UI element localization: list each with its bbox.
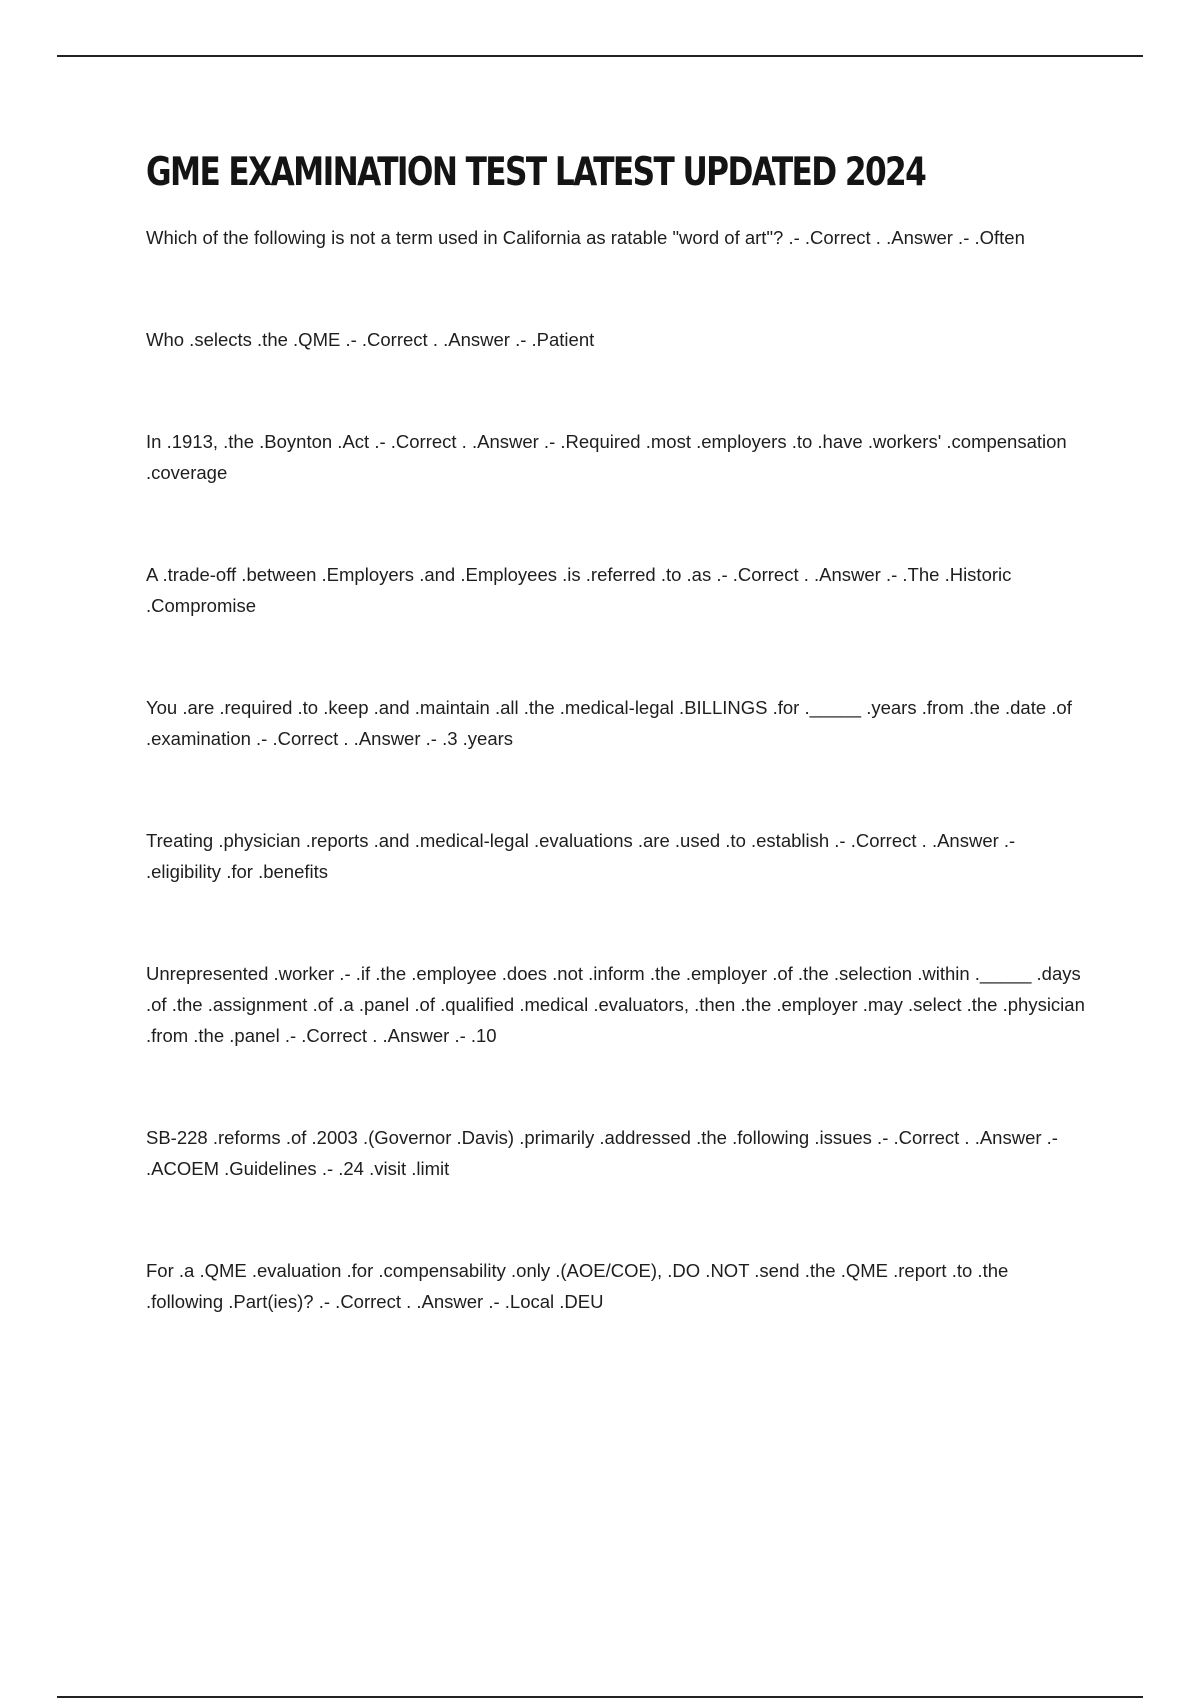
document-title: GME EXAMINATION TEST LATEST UPDATED 2024 bbox=[146, 150, 926, 195]
qa-item: Which of the following is not a term used in California as ratable "word of art"? .- .Correct . .Answer .- .Often bbox=[146, 227, 1025, 248]
qa-item: Who .selects .the .QME .- .Correct . .Answer .- .Patient bbox=[146, 329, 595, 350]
qa-item: Treating .physician .reports .and .medical-legal .evaluations .are .used .to .establish .- .Correct . .Answer .- .eligibility .for .benefits bbox=[146, 830, 1016, 882]
bottom-rule bbox=[57, 1696, 1143, 1698]
document-body bbox=[146, 150, 1086, 1388]
qa-item: A .trade-off .between .Employers .and .Employees .is .referred .to .as .- .Correct . .Answer .- .The .Historic .Compromise bbox=[146, 564, 1012, 616]
qa-item: SB-228 .reforms .of .2003 .(Governor .Davis) .primarily .addressed .the .following .issues .- .Correct . .Answer .- .ACOEM .Guidelines .- .24 .visit .limit bbox=[146, 1127, 1058, 1179]
qa-item: You .are .required .to .keep .and .maintain .all .the .medical-legal .BILLINGS .for ._____ .years .from .the .date .of .examination .- .Correct . .Answer .- .3 .years bbox=[146, 697, 1072, 749]
qa-item: For .a .QME .evaluation .for .compensability .only .(AOE/COE), .DO .NOT .send .the .QME .report .to .the .following .Part(ies)? .- .Correct . .Answer .- .Local .DEU bbox=[146, 1260, 1009, 1312]
top-rule bbox=[57, 55, 1143, 57]
qa-item: Unrepresented .worker .- .if .the .employee .does .not .inform .the .employer .of .the .selection .within ._____ .days .of .the .assignment .of .a .panel .of .qualified .medical .evaluators, .then .the .employer .may .select .the .physician .from .the .panel .- .Correct . .Answer .- .10 bbox=[146, 963, 1085, 1046]
qa-item: In .1913, .the .Boynton .Act .- .Correct . .Answer .- .Required .most .employers .to .have .workers' .compensation .coverage bbox=[146, 431, 1067, 483]
qa-list bbox=[146, 222, 1086, 1317]
